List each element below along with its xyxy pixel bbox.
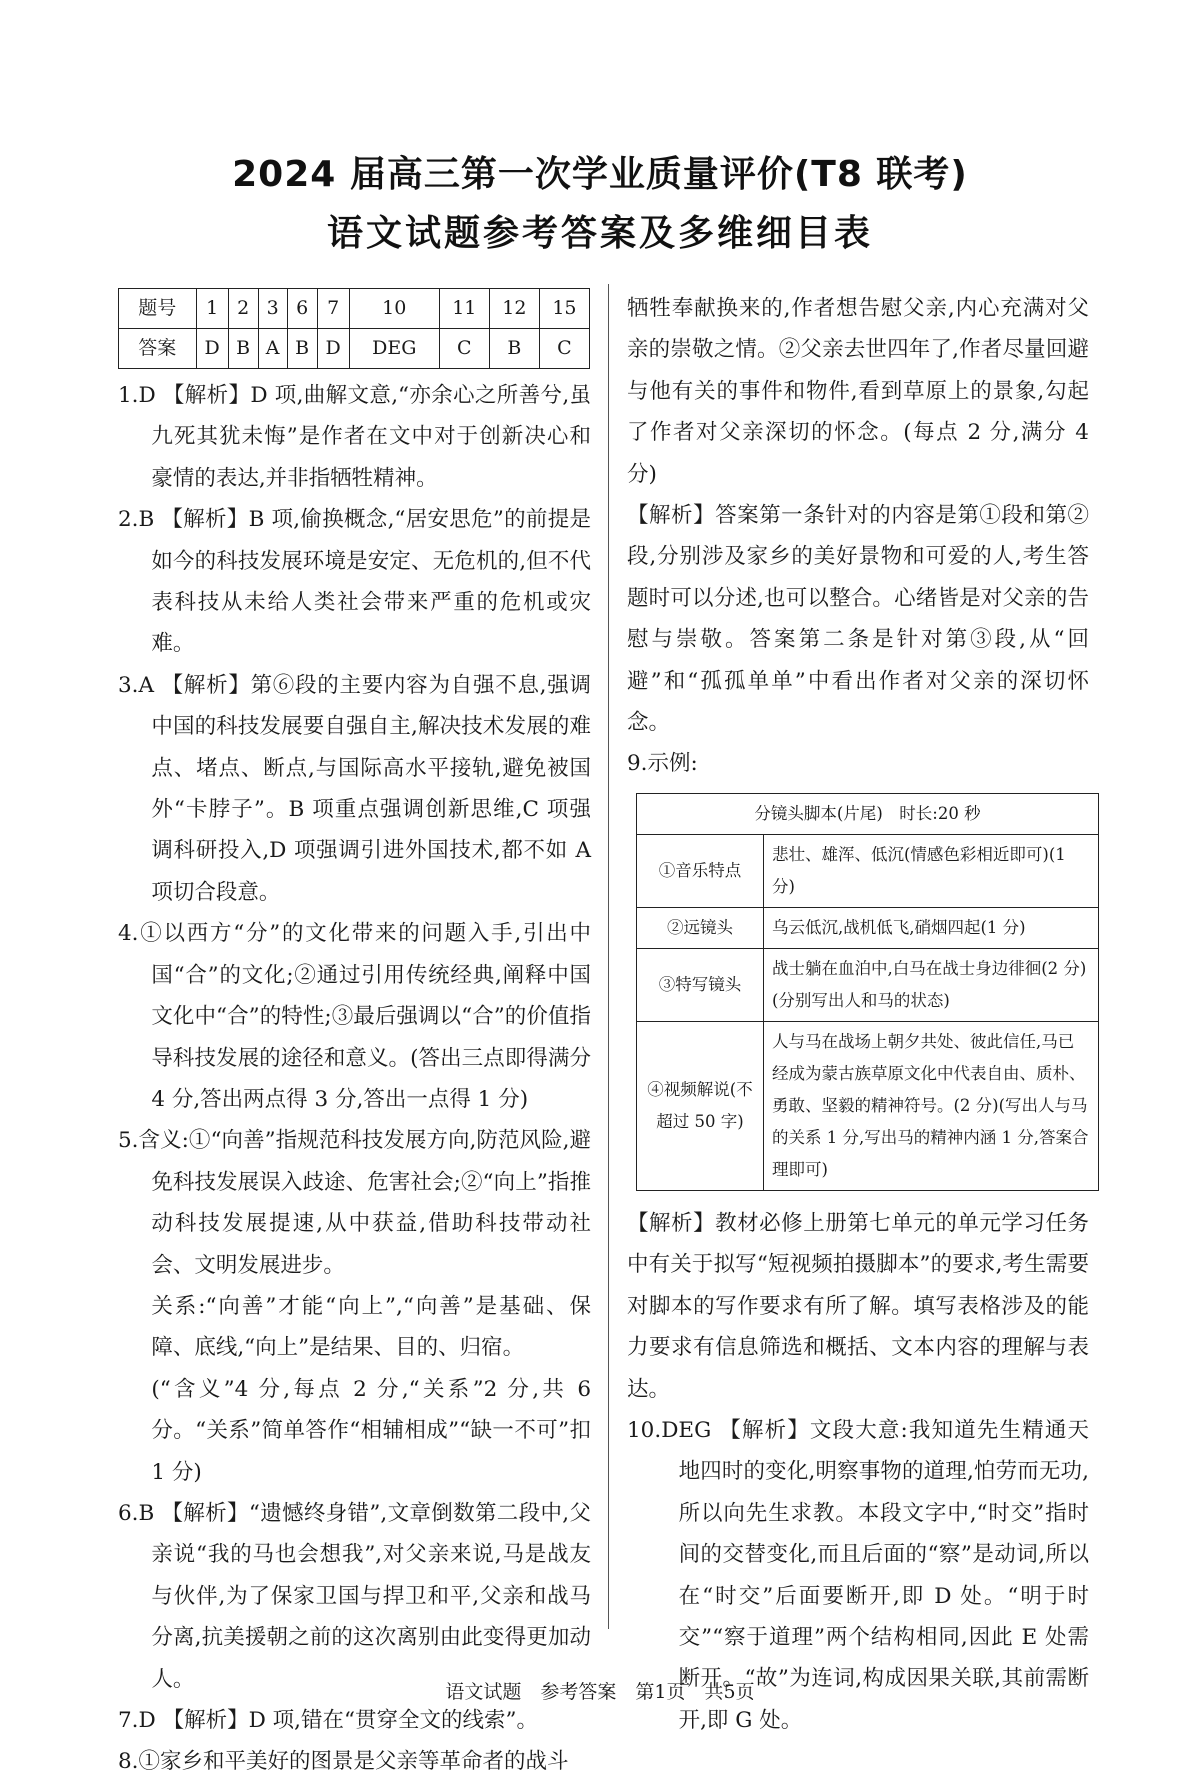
question-number: 12: [489, 289, 539, 329]
answer-cell: C: [539, 329, 589, 369]
answer-item-2: 2.B 【解析】B 项,偷换概念,“居安思危”的前提是如今的科技发展环境是安定、无危机的,但不代表科技从未给人类社会带来严重的危机或灾难。: [118, 507, 591, 657]
answer-item-1: 1.D 【解析】D 项,曲解文意,“亦余心之所善兮,虽九死其犹未悔”是作者在文中对于创新决心和豪情的表达,并非指牺牲精神。: [118, 383, 591, 491]
question-number: 6: [287, 289, 317, 329]
storyboard-label: ②远镜头: [637, 907, 764, 948]
right-column: [627, 288, 1089, 1741]
answer-item-4: 4.①以西方“分”的文化带来的问题入手,引出中国“合”的文化;②通过引用传统经典,阐释中国文化中“合”的特性;③最后强调以“合”的价值指导科技发展的途径和意义。(答出三点即得满分 4 分,答出两点得 3 分,答出一点得 1 分): [118, 921, 591, 1112]
page-title: 2024 届高三第一次学业质量评价(T8 联考): [232, 154, 968, 195]
storyboard-content: 乌云低沉,战机低飞,硝烟四起(1 分): [764, 907, 1099, 948]
question-number: 15: [539, 289, 589, 329]
storyboard-label: ③特写镜头: [637, 948, 764, 1021]
q5-scoring: (“含义”4 分,每点 2 分,“关系”2 分,共 6 分。“关系”简单答作“相辅相成”“缺一不可”扣 1 分): [151, 1376, 591, 1485]
answer-cell: DEG: [349, 329, 439, 369]
answer-row: [119, 329, 590, 369]
answer-table: [118, 288, 590, 369]
answer-item-5: 5.含义:①“向善”指规范科技发展方向,防范风险,避免科技发展误入歧途、危害社会;②“向上”指推动科技发展提速,从中获益,借助科技带动社会、文明发展进步。: [118, 1128, 591, 1278]
answer-item-6: 6.B 【解析】“遗憾终身错”,文章倒数第二段中,父亲说“我的马也会想我”,对父亲来说,马是战友与伙伴,为了保家卫国与捍卫和平,父亲和战马分离,抗美援朝之前的这次离别由此变得更加动人。: [118, 1500, 591, 1692]
storyboard-content: 战士躺在血泊中,白马在战士身边徘徊(2 分)(分别写出人和马的状态): [764, 948, 1099, 1021]
question-number: 7: [317, 289, 349, 329]
storyboard-table: [636, 793, 1099, 1191]
page-footer: 语文试题 参考答案 第1页 共5页: [445, 1681, 755, 1703]
answer-cell: A: [258, 329, 287, 369]
q5-relation: 关系:“向善”才能“向上”,“向善”是基础、保障、底线,“向上”是结果、目的、归宿。: [151, 1293, 591, 1361]
answer-item-7: 7.D 【解析】D 项,错在“贯穿全文的线索”。: [118, 1708, 538, 1733]
storyboard-label: ①音乐特点: [637, 834, 764, 907]
question-number-row: [119, 289, 590, 329]
q8-analysis: 【解析】答案第一条针对的内容是第①段和第②段,分别涉及家乡的美好景物和可爱的人,考生答题时可以分述,也可以整合。心绪皆是对父亲的告慰与崇敬。答案第二条是针对第③段,从“回避”和“孤孤单单”中看出作者对父亲的深切怀念。: [627, 503, 1089, 736]
column-divider: [608, 284, 609, 1629]
row-label: 题号: [119, 289, 197, 329]
storyboard-content: 人与马在战场上朝夕共处、彼此信任,马已经成为蒙古族草原文化中代表自由、质朴、勇敢、坚毅的精神符号。(2 分)(写出人与马的关系 1 分,写出马的精神内涵 1 分,答案合理即可): [764, 1021, 1099, 1190]
answer-cell: D: [317, 329, 349, 369]
answer-cell: B: [228, 329, 258, 369]
q8-continuation: 牺牲奉献换来的,作者想告慰父亲,内心充满对父亲的崇敬之情。②父亲去世四年了,作者尽量回避与他有关的事件和物件,看到草原上的景象,勾起了作者对父亲深切的怀念。(每点 2 分,满分 4 分): [627, 296, 1089, 487]
q9-label: 9.示例:: [627, 751, 698, 777]
storyboard-row: [637, 948, 1099, 1021]
question-number: 10: [349, 289, 439, 329]
answer-cell: D: [196, 329, 228, 369]
storyboard-row: [637, 907, 1099, 948]
storyboard-content: 悲壮、雄浑、低沉(情感色彩相近即可)(1 分): [764, 834, 1099, 907]
answer-item-3: 3.A 【解析】第⑥段的主要内容为自强不息,强调中国的科技发展要自强自主,解决技术发展的难点、堵点、断点,与国际高水平接轨,避免被国外“卡脖子”。B 项重点强调创新思维,C 项强调科研投入,D 项强调引进外国技术,都不如 A 项切合段意。: [118, 672, 591, 905]
left-column: [118, 288, 591, 1783]
question-number: 1: [196, 289, 228, 329]
q9-analysis: 【解析】教材必修上册第七单元的单元学习任务中有关于拟写“短视频拍摄脚本”的要求,考生需要对脚本的写作要求有所了解。填写表格涉及的能力要求有信息筛选和概括、文本内容的理解与表达。: [627, 1210, 1089, 1402]
storyboard-row: [637, 1021, 1099, 1190]
question-number: 3: [258, 289, 287, 329]
answer-item-10: 10.DEG 【解析】文段大意:我知道先生精通天地四时的变化,明察事物的道理,怕劳而无功,所以向先生求教。本段文字中,“时交”指时间的交替变化,而且后面的“察”是动词,所以在“时交”后面要断开,即 D 处。“明于时交”“察于道理”两个结构相同,因此 E 处需断开。“故”为连词,构成因果关联,其前需断开,即 G 处。: [627, 1417, 1089, 1733]
page-subtitle: 语文试题参考答案及多维细目表: [326, 213, 873, 254]
question-number: 11: [439, 289, 489, 329]
storyboard-label: ④视频解说(不超过 50 字): [637, 1021, 764, 1190]
answer-cell: B: [287, 329, 317, 369]
question-number: 2: [228, 289, 258, 329]
row-label: 答案: [119, 329, 197, 369]
answer-item-8: 8.①家乡和平美好的图景是父亲等革命者的战斗: [118, 1749, 569, 1775]
answer-cell: C: [439, 329, 489, 369]
answer-cell: B: [489, 329, 539, 369]
storyboard-header: 分镜头脚本(片尾) 时长:20 秒: [637, 793, 1099, 834]
storyboard-row: [637, 834, 1099, 907]
